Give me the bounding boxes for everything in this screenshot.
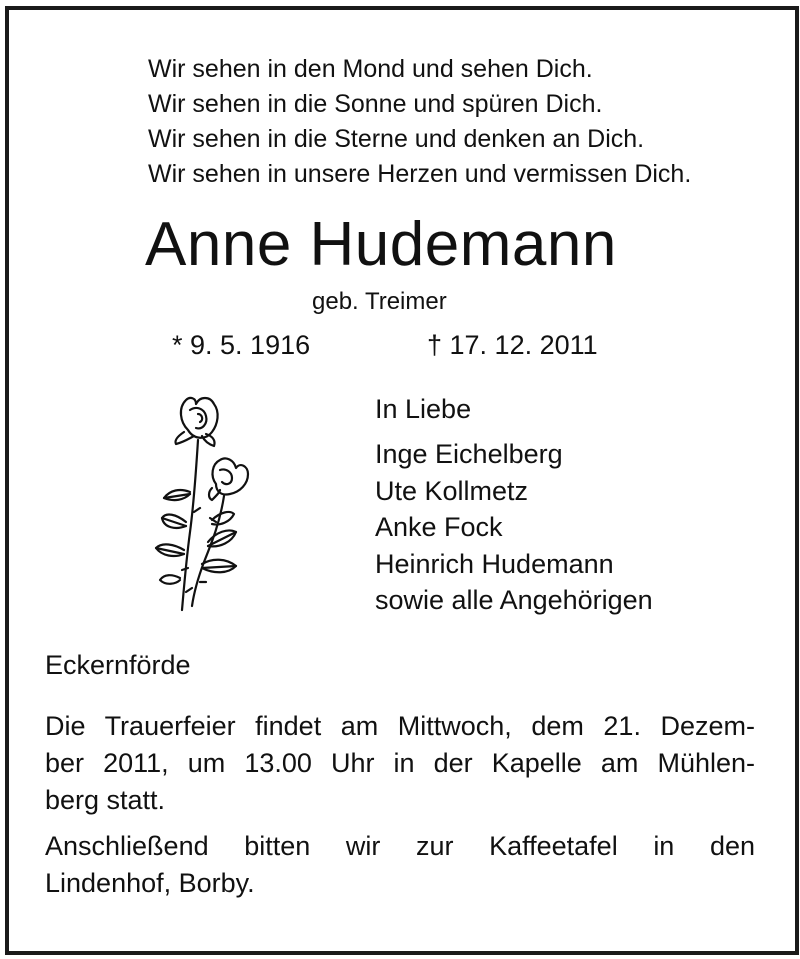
deceased-name: Anne Hudemann	[145, 210, 617, 279]
family-intro: In Liebe	[375, 394, 472, 424]
place: Eckernförde	[45, 650, 191, 680]
poem-line: Wir sehen in die Sonne und spüren Dich.	[148, 90, 603, 118]
mourner-name: Anke Fock	[375, 512, 503, 542]
mourner-name: Ute Kollmetz	[375, 475, 529, 506]
funeral-line: berg statt.	[45, 785, 166, 815]
funeral-notice	[45, 708, 755, 819]
rose-icon	[150, 392, 260, 614]
death-date: † 17. 12. 2011	[427, 330, 598, 360]
mourners-list	[375, 436, 653, 619]
reception-line: Lindenhof, Borby.	[45, 868, 255, 898]
mourner-name: Inge Eichelberg	[375, 439, 563, 469]
reception-notice	[45, 828, 755, 902]
funeral-line: ber 2011, um 13.00 Uhr in der Kapelle am Mühlen-	[45, 748, 755, 778]
reception-line: Anschließend bitten wir zur Kaffeetafel in den	[45, 831, 755, 861]
funeral-line: Die Trauerfeier findet am Mittwoch, dem 21. Dezem-	[45, 711, 755, 741]
poem-line: Wir sehen in unsere Herzen und vermissen Dich.	[148, 160, 692, 188]
mourner-name: Heinrich Hudemann	[375, 548, 614, 579]
poem-line: Wir sehen in den Mond und sehen Dich.	[148, 55, 593, 83]
birth-date: * 9. 5. 1916	[172, 330, 311, 360]
maiden-name: geb. Treimer	[312, 288, 447, 315]
poem-line: Wir sehen in die Sterne und denken an Dich.	[148, 125, 645, 153]
mourner-name: sowie alle Angehörigen	[375, 585, 653, 615]
poem	[148, 52, 691, 192]
